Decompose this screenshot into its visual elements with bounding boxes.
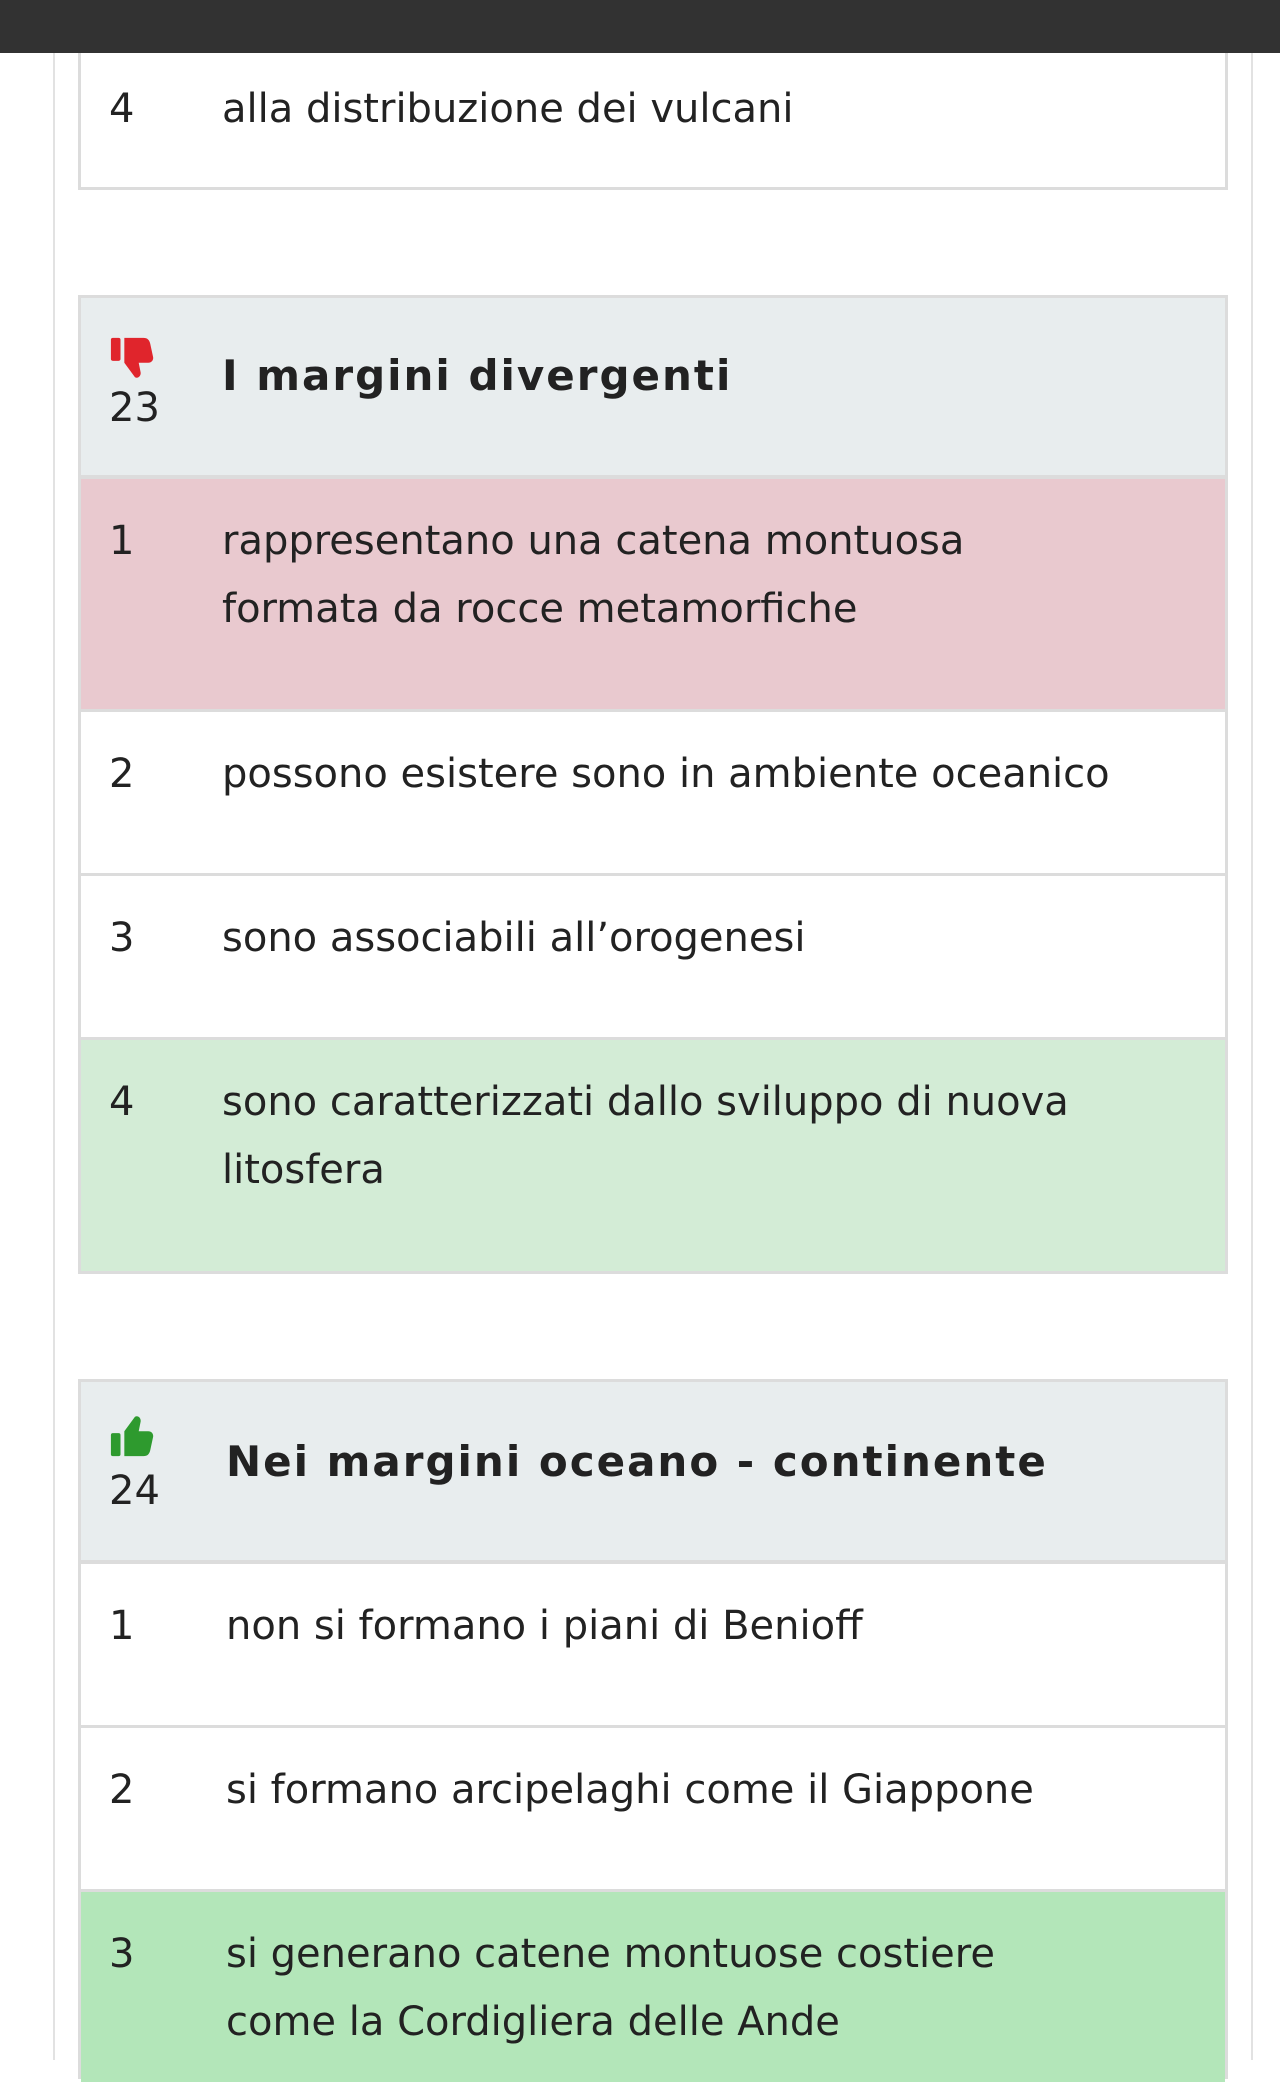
answer-option[interactable] xyxy=(81,876,1225,1040)
option-number: 3 xyxy=(109,1931,135,1977)
option-text: alla distribuzione dei vulcani xyxy=(222,86,794,132)
question-header xyxy=(81,298,1225,479)
thumbs-up-icon xyxy=(109,1414,155,1460)
option-number: 1 xyxy=(109,518,135,564)
option-number: 2 xyxy=(109,1767,135,1813)
option-number: 4 xyxy=(109,86,135,132)
question-number: 23 xyxy=(109,385,160,431)
option-number: 1 xyxy=(109,1603,135,1649)
answer-option-correct[interactable] xyxy=(81,1040,1225,1271)
option-text-line: come la Cordigliera delle Ande xyxy=(226,1999,840,2045)
option-text-line: si generano catene montuose costiere xyxy=(226,1931,995,1977)
answer-option[interactable] xyxy=(81,53,1225,187)
question-number: 24 xyxy=(109,1468,160,1514)
option-text-line: possono esistere sono in ambiente oceanico xyxy=(222,751,1110,797)
status-bar xyxy=(0,0,1280,53)
answer-option-correct[interactable] xyxy=(81,1892,1225,2082)
option-text-line: sono associabili all’orogenesi xyxy=(222,915,806,961)
answer-option[interactable] xyxy=(81,712,1225,876)
question-card-previous xyxy=(78,53,1228,190)
option-text-line: litosfera xyxy=(222,1147,385,1193)
thumbs-down-icon xyxy=(109,334,155,380)
option-text-line: non si formano i piani di Benioff xyxy=(226,1603,863,1649)
option-text-line: sono caratterizzati dallo sviluppo di nuova xyxy=(222,1079,1069,1125)
option-text-line: rappresentano una catena montuosa xyxy=(222,518,965,564)
option-text-line: si formano arcipelaghi come il Giappone xyxy=(226,1767,1034,1813)
question-title: I margini divergenti xyxy=(222,351,733,400)
question-title: Nei margini oceano - continente xyxy=(226,1437,1048,1486)
answer-option[interactable] xyxy=(81,1728,1225,1892)
question-card-24 xyxy=(78,1379,1228,2079)
option-number: 4 xyxy=(109,1079,135,1125)
option-number: 2 xyxy=(109,751,135,797)
option-number: 3 xyxy=(109,915,135,961)
answer-option-wrong[interactable] xyxy=(81,479,1225,712)
answer-option[interactable] xyxy=(81,1564,1225,1728)
question-card-23 xyxy=(78,295,1228,1274)
option-text-line: formata da rocce metamorfiche xyxy=(222,586,858,632)
question-header xyxy=(81,1382,1225,1564)
